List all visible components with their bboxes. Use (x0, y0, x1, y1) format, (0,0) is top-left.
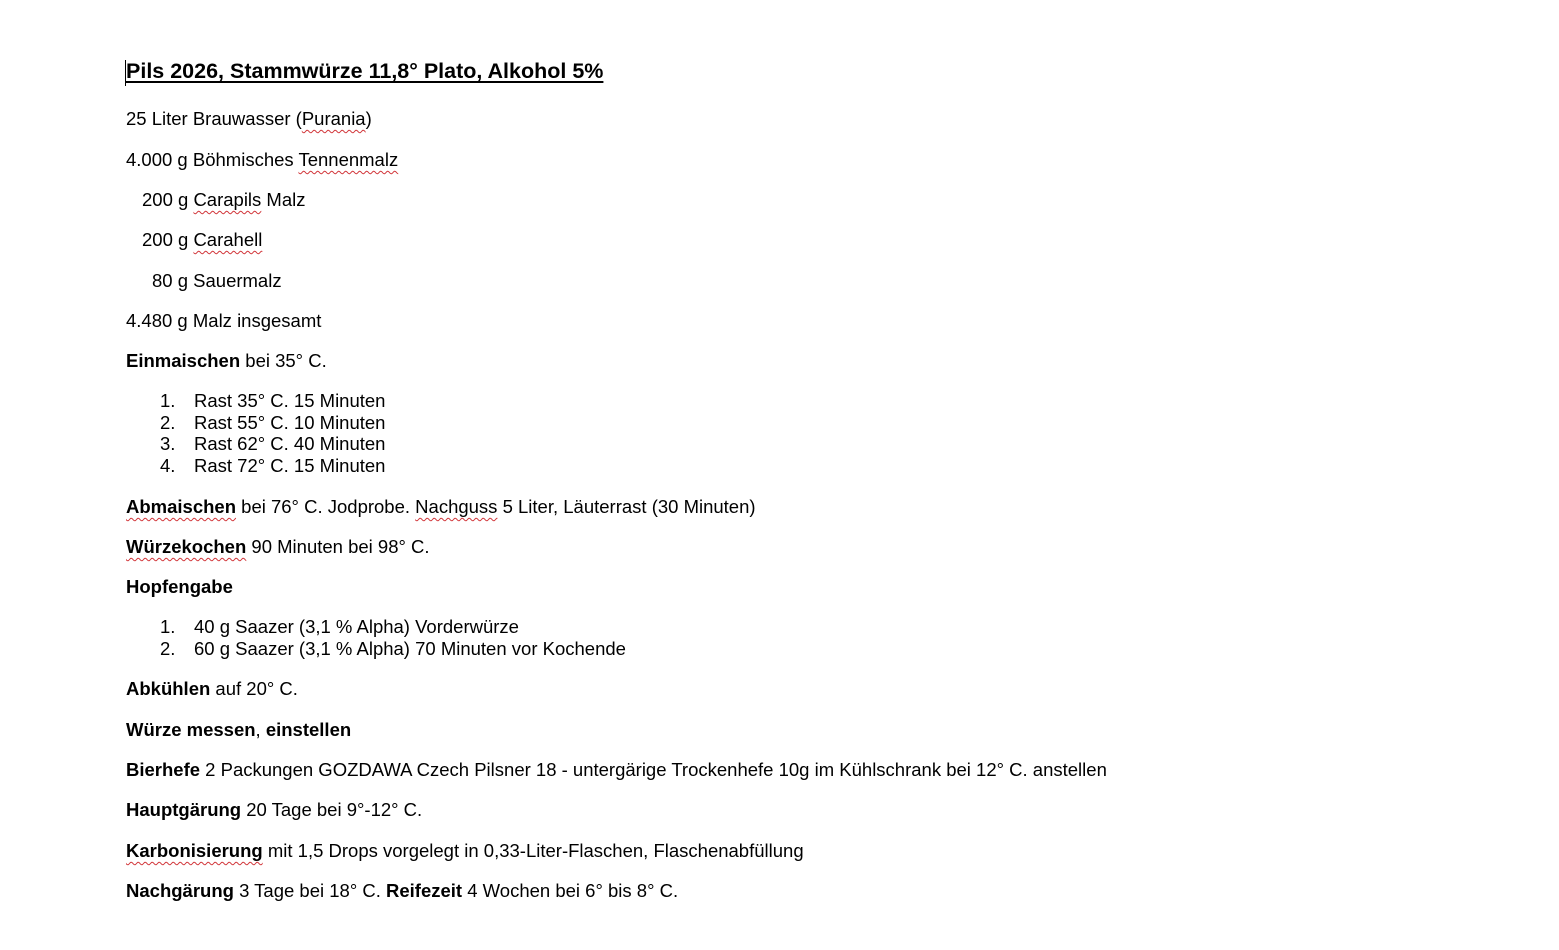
malt-qty: 80 g (152, 270, 189, 291)
secondary-label: Nachgärung (126, 880, 234, 901)
primary-label: Hauptgärung (126, 799, 242, 820)
malt-line-4 (152, 270, 282, 292)
carbonation-line (126, 840, 804, 862)
list-text: Rast 62° C. 40 Minuten (194, 433, 386, 454)
yeast-line (126, 759, 1107, 781)
boil-line (126, 536, 430, 558)
measure-label: Würze messen (126, 719, 256, 740)
maturation-label: Reifezeit (386, 880, 463, 901)
mash-out-text: bei 76° C. Jodprobe. (236, 496, 416, 517)
malt-qty: 200 g (142, 189, 189, 210)
mash-out-line (126, 496, 756, 518)
mash-out-label: Abmaischen (126, 496, 237, 517)
malt-name: Carahell (193, 229, 263, 250)
mash-out-text-end: 5 Liter, Läuterrast (30 Minuten) (497, 496, 756, 517)
malt-qty: 200 g (142, 229, 189, 250)
malt-name: Sauermalz (193, 270, 282, 291)
hops-heading (126, 576, 233, 598)
malt-name: Tennenmalz (298, 149, 399, 170)
malt-post: Malz (261, 189, 306, 210)
list-text: 40 g Saazer (3,1 % Alpha) Vorderwürze (194, 616, 519, 637)
list-text: 60 g Saazer (3,1 % Alpha) 70 Minuten vor Kochende (194, 638, 626, 659)
sparge-word: Nachguss (415, 496, 498, 517)
list-number: 3. (160, 433, 176, 454)
malt-qty: 4.000 g (126, 149, 188, 170)
list-text: Rast 72° C. 15 Minuten (194, 455, 386, 476)
water-brand: Purania (301, 108, 366, 129)
cool-line (126, 678, 298, 700)
primary-fermentation-line (126, 799, 422, 821)
list-number: 1. (160, 390, 176, 411)
measure-line (126, 719, 351, 741)
malt-line-3 (142, 229, 262, 251)
list-number: 2. (160, 638, 176, 659)
hops-label: Hopfengabe (126, 576, 233, 597)
secondary-fermentation-line (126, 880, 678, 902)
malt-total: 4.480 g Malz insgesamt (126, 310, 322, 331)
primary-text: 20 Tage bei 9°-12° C. (241, 799, 423, 820)
secondary-text: 3 Tage bei 18° C. (233, 880, 387, 901)
boil-text: 90 Minuten bei 98° C. (246, 536, 430, 557)
malt-line-1 (126, 149, 398, 171)
adjust-label: einstellen (265, 719, 352, 740)
list-text: Rast 55° C. 10 Minuten (194, 412, 386, 433)
maturation-text: 4 Wochen bei 6° bis 8° C. (462, 880, 679, 901)
cool-text: auf 20° C. (210, 678, 298, 699)
mash-in-line (126, 350, 327, 372)
water-text-end: ) (365, 108, 372, 129)
mash-in-label: Einmaischen (126, 350, 241, 371)
malt-name: Carapils (193, 189, 262, 210)
water-line (126, 108, 372, 130)
carbonation-text: mit 1,5 Drops vorgelegt in 0,33-Liter-Flaschen, Flaschenabfüllung (262, 840, 804, 861)
malt-pre: Böhmisches (192, 149, 299, 170)
boil-label: Würzekochen (126, 536, 247, 557)
malt-line-2 (142, 189, 306, 211)
mash-in-text: bei 35° C. (240, 350, 327, 371)
yeast-text: 2 Packungen GOZDAWA Czech Pilsner 18 - untergärige Trockenhefe 10g im Kühlschrank bei 12° C. anstellen (200, 759, 1107, 780)
yeast-label: Bierhefe (126, 759, 201, 780)
list-text: Rast 35° C. 15 Minuten (194, 390, 386, 411)
measure-separator: , (255, 719, 266, 740)
carbonation-label: Karbonisierung (126, 840, 263, 861)
list-number: 1. (160, 616, 176, 637)
document-title: Pils 2026, Stammwürze 11,8° Plato, Alkohol 5% (126, 59, 604, 83)
cool-label: Abkühlen (126, 678, 211, 699)
water-text: 25 Liter Brauwasser ( (126, 108, 302, 129)
list-number: 2. (160, 412, 176, 433)
list-number: 4. (160, 455, 176, 476)
